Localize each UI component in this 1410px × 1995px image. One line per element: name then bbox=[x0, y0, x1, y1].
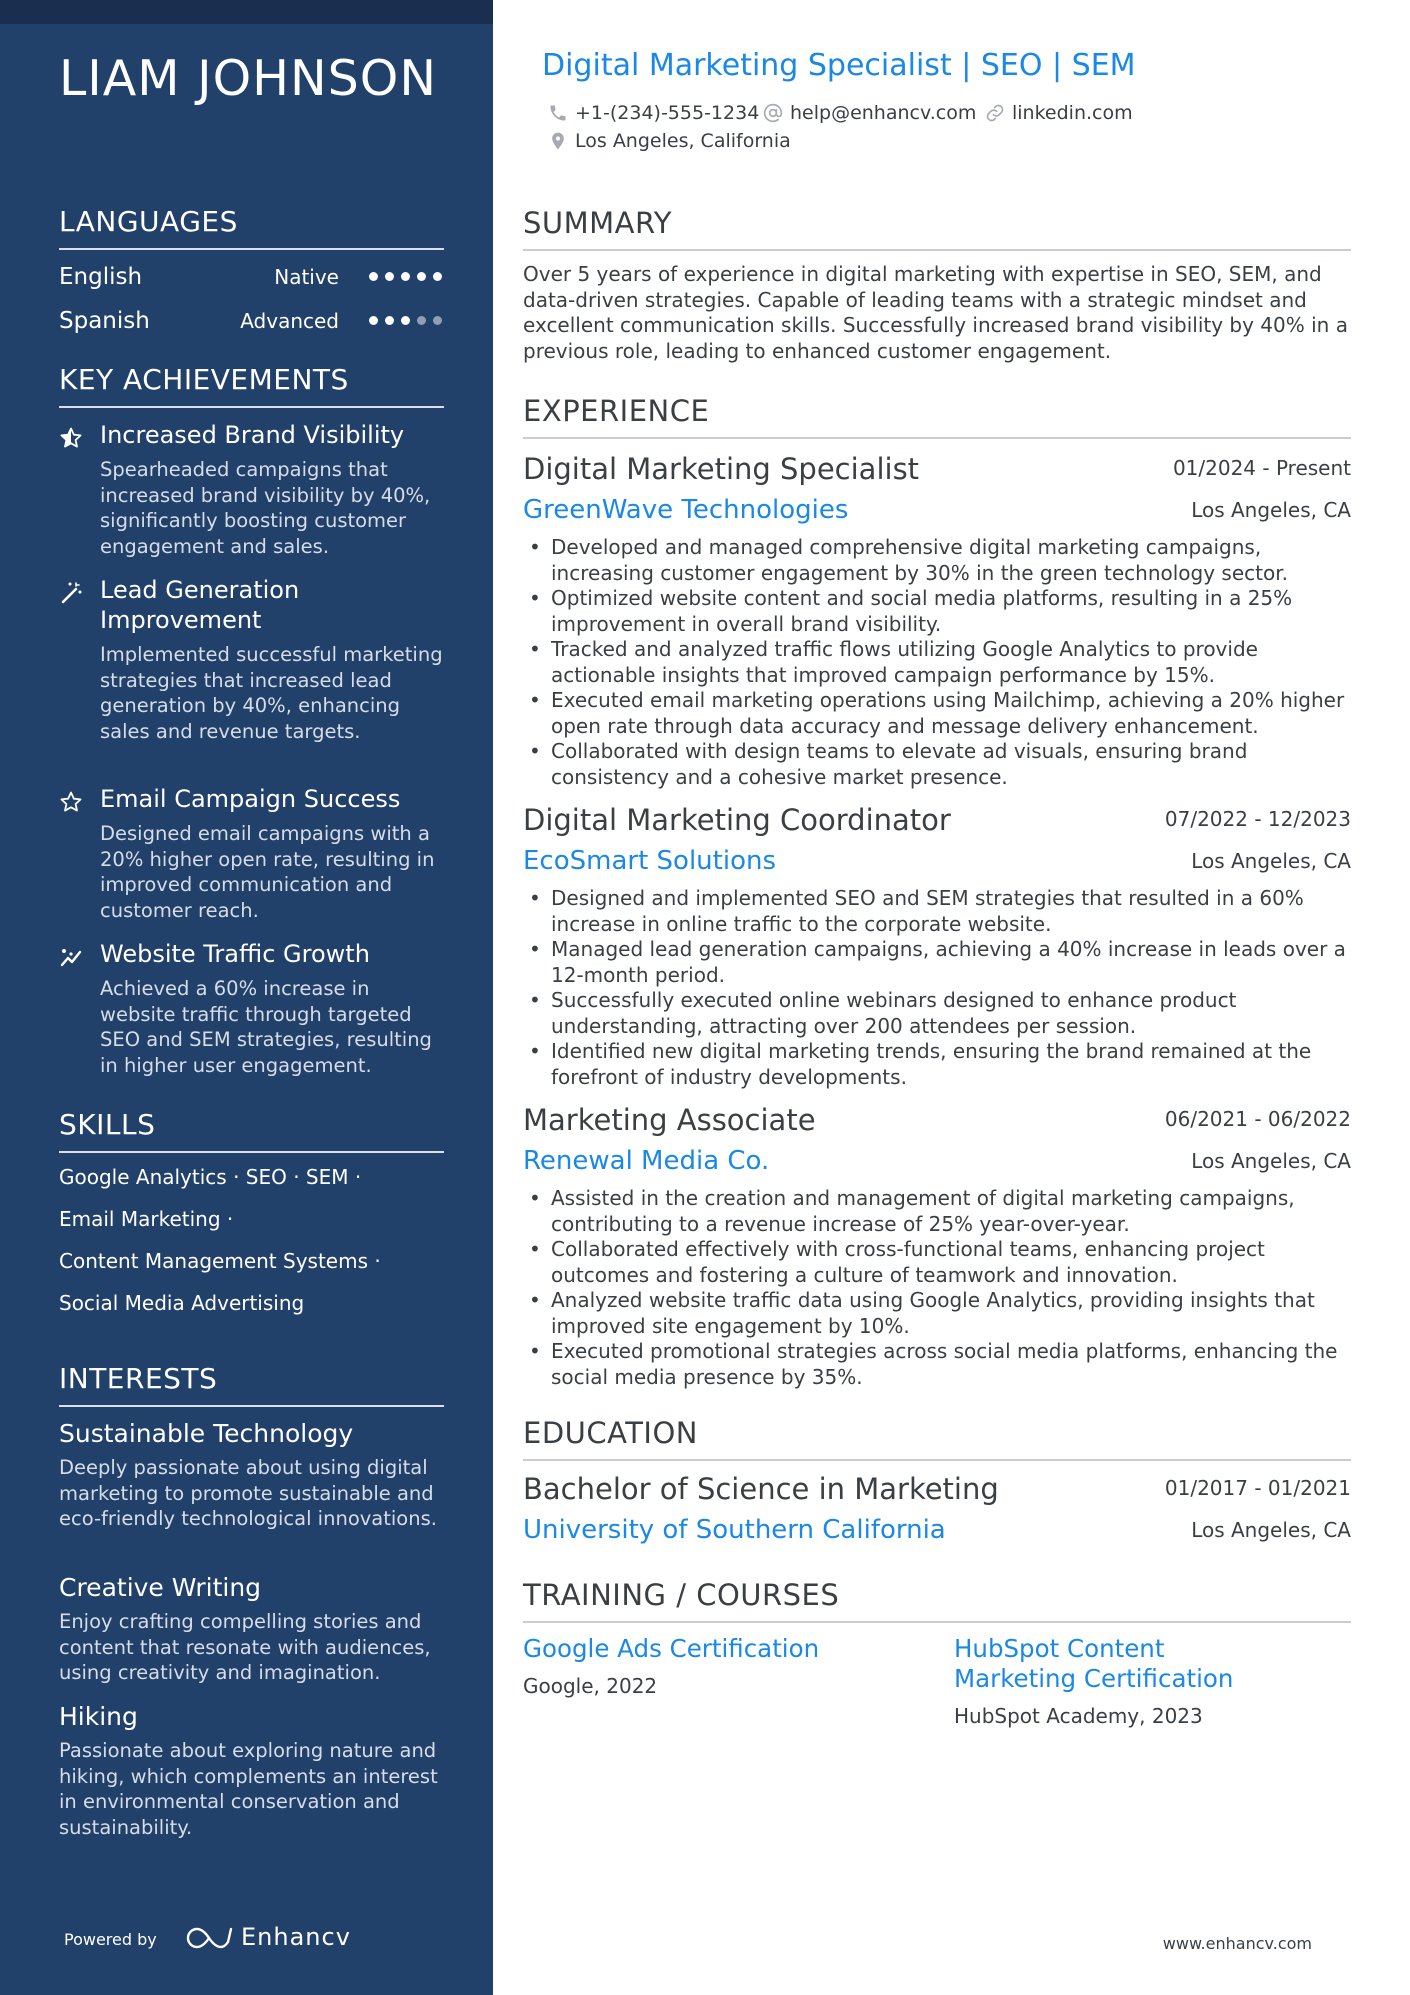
experience-heading: EXPERIENCE bbox=[523, 393, 1351, 439]
email-text: help@enhancv.com bbox=[790, 102, 977, 124]
languages-heading: LANGUAGES bbox=[59, 205, 444, 250]
language-row-spanish bbox=[59, 304, 444, 338]
language-proficiency-dots bbox=[369, 316, 444, 326]
skill-line: Content Management Systems · bbox=[59, 1249, 381, 1273]
job-company[interactable]: GreenWave Technologies bbox=[523, 495, 849, 525]
job-bullets bbox=[523, 535, 1351, 790]
proficiency-dot bbox=[433, 316, 442, 325]
candidate-name: LIAM JOHNSON bbox=[59, 50, 437, 107]
skills-heading: SKILLS bbox=[59, 1108, 444, 1153]
interest-item bbox=[59, 1418, 449, 1532]
interest-description: Enjoy crafting compelling stories and content that resonate with audiences, using creativity and imagination. bbox=[59, 1610, 431, 1684]
achievement-title: Increased Brand Visibility bbox=[100, 421, 405, 449]
language-level: Advanced bbox=[240, 309, 339, 333]
proficiency-dot bbox=[433, 272, 442, 281]
job-location: Los Angeles, CA bbox=[1191, 1149, 1351, 1173]
summary-text: Over 5 years of experience in digital marketing with expertise in SEO, SEM, and data-driven strategies. Capable of leading teams with a strategic mindset and excellent communication skills. Successfully increased brand visibility by 40% in a previous role, leading to enhanced customer engagement. bbox=[523, 262, 1348, 363]
interest-description: Deeply passionate about using digital marketing to promote sustainable and eco-friendly technological innovations. bbox=[59, 1456, 437, 1530]
job-dates: 06/2021 - 06/2022 bbox=[1164, 1107, 1351, 1131]
job-role: Digital Marketing Specialist bbox=[523, 452, 920, 486]
skill-line: Social Media Advertising bbox=[59, 1291, 305, 1315]
language-name: Spanish bbox=[59, 308, 150, 334]
job-bullets bbox=[523, 1186, 1351, 1390]
job-role: Digital Marketing Coordinator bbox=[523, 803, 951, 837]
job-company[interactable]: Renewal Media Co. bbox=[523, 1146, 770, 1176]
skill-line: Email Marketing · bbox=[59, 1207, 234, 1231]
proficiency-dot bbox=[417, 272, 426, 281]
summary-heading: SUMMARY bbox=[523, 205, 1351, 251]
job-bullet: • Collaborated with design teams to elevate ad visuals, ensuring brand consistency and a cohesive market presence. bbox=[523, 739, 1351, 790]
phone-icon bbox=[548, 103, 568, 123]
location-text: Los Angeles, California bbox=[575, 130, 791, 152]
job-bullets bbox=[523, 886, 1351, 1090]
job-bullet: • Collaborated effectively with cross-functional teams, enhancing project outcomes and fostering a culture of teamwork and innovation. bbox=[523, 1237, 1351, 1288]
magic-wand-icon bbox=[59, 581, 83, 605]
language-level: Native bbox=[274, 265, 339, 289]
job-company[interactable]: EcoSmart Solutions bbox=[523, 846, 777, 876]
achievement-description: Spearheaded campaigns that increased brand visibility by 40%, significantly boosting customer engagement and sales. bbox=[100, 458, 431, 558]
job-bullet: • Analyzed website traffic data using Google Analytics, providing insights that improved site engagement by 10%. bbox=[523, 1288, 1351, 1339]
main-content bbox=[493, 0, 1410, 1995]
job-location: Los Angeles, CA bbox=[1191, 498, 1351, 522]
star-half-icon bbox=[59, 426, 83, 450]
proficiency-dot bbox=[385, 272, 394, 281]
link-icon bbox=[985, 103, 1005, 123]
proficiency-dot bbox=[385, 316, 394, 325]
course-title[interactable]: Google Ads Certification bbox=[523, 1634, 820, 1663]
interest-title: Creative Writing bbox=[59, 1573, 262, 1602]
job-bullet: • Optimized website content and social media platforms, resulting in a 25% improvement in overall brand visibility. bbox=[523, 586, 1351, 637]
degree-title: Bachelor of Science in Marketing bbox=[523, 1472, 999, 1506]
job-bullet: • Successfully executed online webinars designed to enhance product understanding, attracting over 200 attendees per session. bbox=[523, 988, 1351, 1039]
interests-heading: INTERESTS bbox=[59, 1362, 444, 1407]
achievement-title: Website Traffic Growth bbox=[100, 940, 370, 968]
proficiency-dot bbox=[369, 316, 378, 325]
job-bullet: • Identified new digital marketing trends, ensuring the brand remained at the forefront of industry developments. bbox=[523, 1039, 1351, 1090]
education-heading: EDUCATION bbox=[523, 1415, 1351, 1461]
skill-line: Google Analytics · SEO · SEM · bbox=[59, 1165, 362, 1189]
footer-url[interactable]: www.enhancv.com bbox=[1162, 1934, 1312, 1953]
enhancv-logo-icon bbox=[185, 1924, 233, 1952]
achievements-heading: KEY ACHIEVEMENTS bbox=[59, 363, 444, 408]
language-proficiency-dots bbox=[369, 272, 444, 282]
job-bullet: • Executed promotional strategies across social media platforms, enhancing the social media presence by 35%. bbox=[523, 1339, 1351, 1390]
at-sign-icon bbox=[763, 103, 783, 123]
education-location: Los Angeles, CA bbox=[1191, 1518, 1351, 1542]
course-organization: Google, 2022 bbox=[523, 1674, 658, 1698]
job-bullet: • Tracked and analyzed traffic flows utilizing Google Analytics to provide actionable insights that improved campaign performance by 15%. bbox=[523, 637, 1351, 688]
achievement-title: Lead Generation Improvement bbox=[100, 576, 300, 634]
proficiency-dot bbox=[369, 272, 378, 281]
job-dates: 07/2022 - 12/2023 bbox=[1164, 807, 1351, 831]
proficiency-dot bbox=[401, 272, 410, 281]
course-organization: HubSpot Academy, 2023 bbox=[954, 1704, 1203, 1728]
powered-by-label: Powered by bbox=[64, 1930, 157, 1949]
linkedin-text: linkedin.com bbox=[1012, 102, 1133, 124]
interest-item bbox=[59, 1701, 449, 1840]
job-bullet: • Developed and managed comprehensive digital marketing campaigns, increasing customer engagement by 30% in the green technology sector. bbox=[523, 535, 1351, 586]
job-bullet: • Designed and implemented SEO and SEM strategies that resulted in a 60% increase in online traffic to the corporate website. bbox=[523, 886, 1351, 937]
enhancv-brand-name: Enhancv bbox=[241, 1923, 351, 1951]
job-bullet: • Managed lead generation campaigns, achieving a 40% increase in leads over a 12-month period. bbox=[523, 937, 1351, 988]
achievement-title: Email Campaign Success bbox=[100, 785, 401, 813]
language-name: English bbox=[59, 264, 143, 290]
job-dates: 01/2024 - Present bbox=[1172, 456, 1351, 480]
course-item bbox=[954, 1634, 1294, 1729]
achievement-description: Designed email campaigns with a 20% higher open rate, resulting in improved communication and customer reach. bbox=[100, 822, 435, 922]
proficiency-dot bbox=[417, 316, 426, 325]
job-headline: Digital Marketing Specialist | SEO | SEM bbox=[542, 48, 1136, 83]
training-heading: TRAINING / COURSES bbox=[523, 1577, 1351, 1623]
sidebar-top-band bbox=[0, 0, 493, 24]
course-title[interactable]: HubSpot Content Marketing Certification bbox=[954, 1634, 1234, 1693]
phone-text: +1-(234)-555-1234 bbox=[575, 102, 760, 124]
job-bullet: • Assisted in the creation and management of digital marketing campaigns, contributing to a revenue increase of 25% year-over-year. bbox=[523, 1186, 1351, 1237]
star-outline-icon bbox=[59, 790, 83, 814]
achievement-description: Implemented successful marketing strategies that increased lead generation by 40%, enhancing sales and revenue targets. bbox=[100, 643, 443, 743]
education-dates: 01/2017 - 01/2021 bbox=[1164, 1476, 1351, 1500]
interest-title: Hiking bbox=[59, 1702, 138, 1731]
job-bullet: • Executed email marketing operations using Mailchimp, achieving a 20% higher open rate through data accuracy and message delivery enhancement. bbox=[523, 688, 1351, 739]
achievement-description: Achieved a 60% increase in website traffic through targeted SEO and SEM strategies, resulting in higher user engagement. bbox=[100, 977, 432, 1077]
language-row-english bbox=[59, 260, 444, 294]
chart-growth-icon bbox=[59, 945, 83, 969]
job-location: Los Angeles, CA bbox=[1191, 849, 1351, 873]
sidebar bbox=[0, 0, 493, 1995]
interest-item bbox=[59, 1572, 449, 1686]
school-name[interactable]: University of Southern California bbox=[523, 1515, 946, 1545]
proficiency-dot bbox=[401, 316, 410, 325]
course-item bbox=[523, 1634, 913, 1699]
location-pin-icon bbox=[548, 131, 568, 151]
job-role: Marketing Associate bbox=[523, 1103, 816, 1137]
interest-title: Sustainable Technology bbox=[59, 1419, 354, 1448]
interest-description: Passionate about exploring nature and hiking, which complements an interest in environmental conservation and sustainability. bbox=[59, 1739, 438, 1839]
